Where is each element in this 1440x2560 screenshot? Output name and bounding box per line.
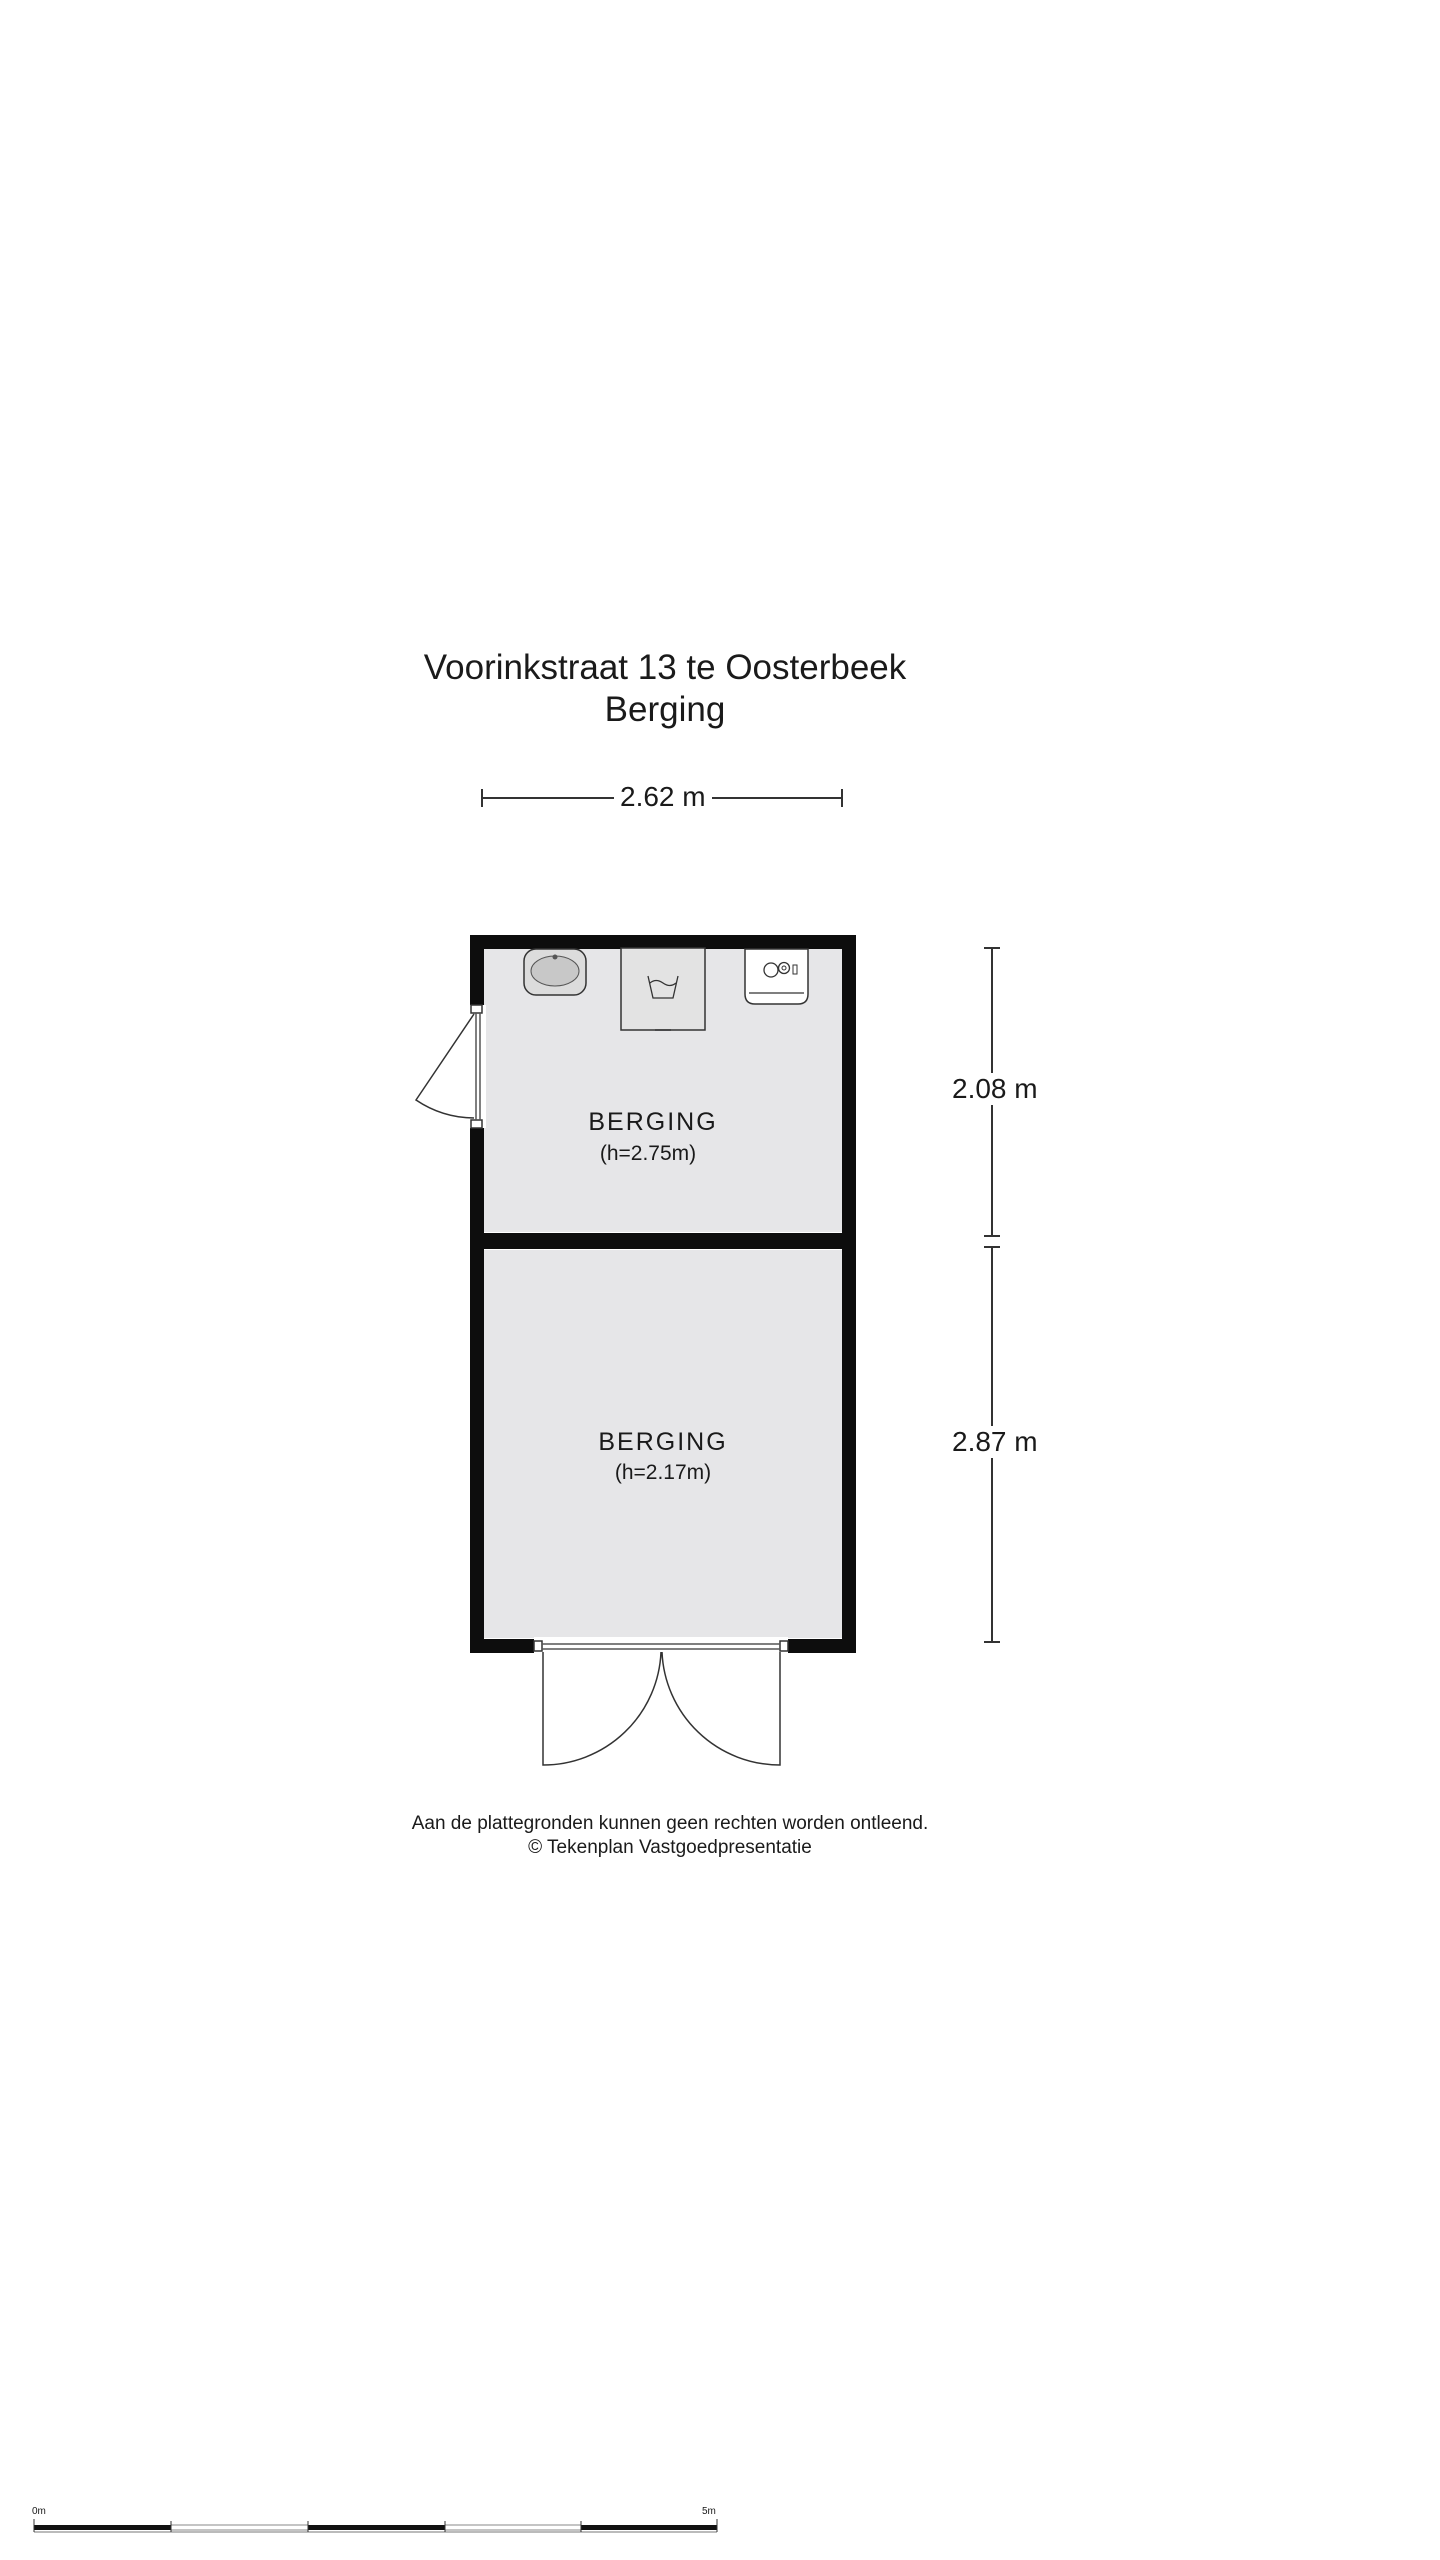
room-label-upper: BERGING <box>588 1108 718 1136</box>
sink-icon <box>524 949 586 995</box>
plan-subtitle: Berging <box>604 690 726 729</box>
side-door <box>416 1005 486 1128</box>
scale-start-label: 0m <box>32 2506 46 2517</box>
boiler-icon <box>745 949 808 1004</box>
room-height-upper: (h=2.75m) <box>599 1142 697 1165</box>
scale-end-label: 5m <box>702 2506 716 2517</box>
room-height-lower: (h=2.17m) <box>614 1461 712 1484</box>
plan-title: Voorinkstraat 13 te Oosterbeek <box>423 648 907 687</box>
disclaimer-text: Aan de plattegronden kunnen geen rechten worden ontleend. <box>411 1813 929 1834</box>
width-dimension-label: 2.62 m <box>614 781 712 813</box>
washing-machine-icon <box>621 948 705 1030</box>
front-double-door <box>534 1637 788 1765</box>
copyright-text: © Tekenplan Vastgoedpresentatie <box>528 1837 812 1858</box>
scale-bar <box>34 2519 717 2532</box>
lower-depth-dimension-label: 2.87 m <box>946 1426 1044 1458</box>
room-label-lower: BERGING <box>598 1428 728 1456</box>
upper-depth-dimension-label: 2.08 m <box>946 1073 1044 1105</box>
